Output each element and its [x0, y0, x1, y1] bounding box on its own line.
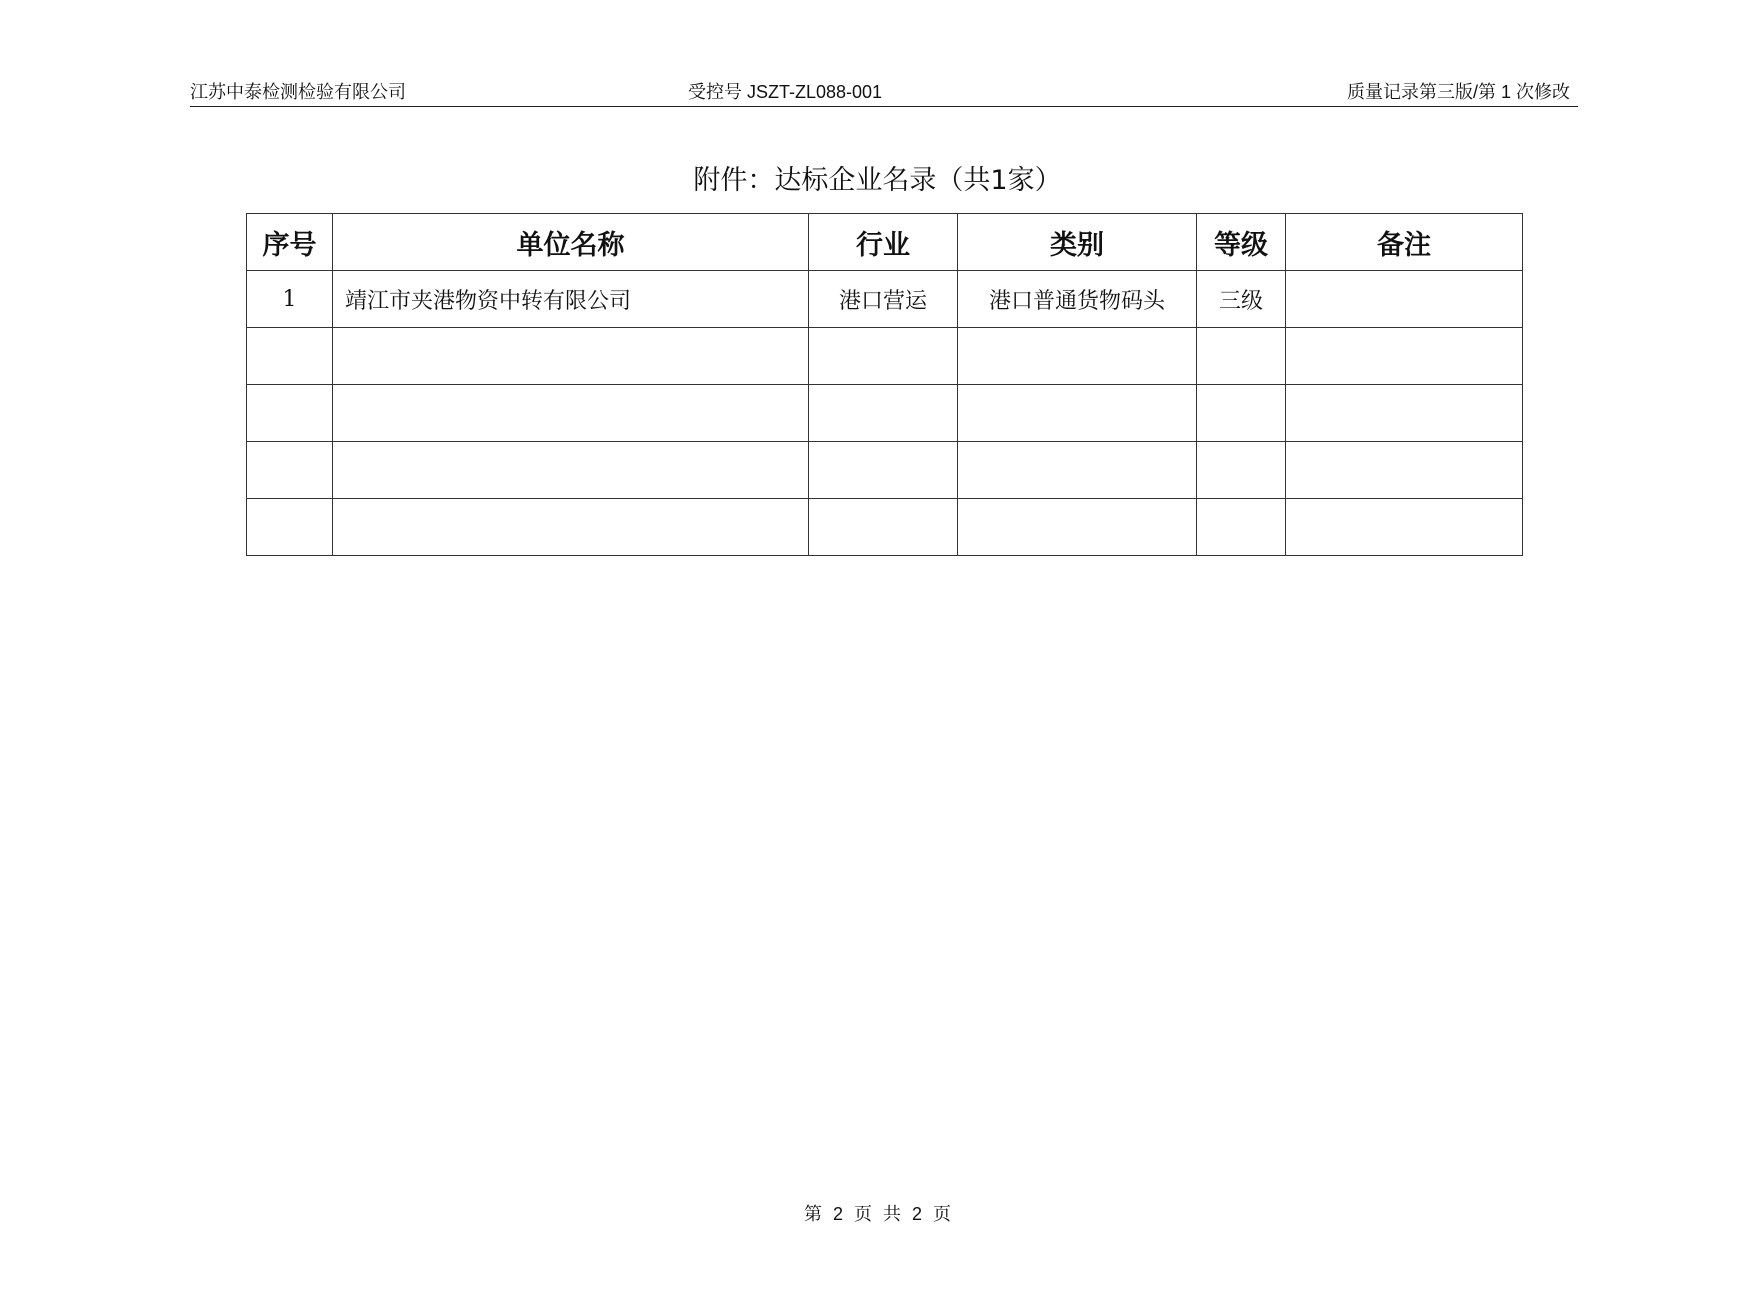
- company-name: 江苏中泰检测检验有限公司: [190, 82, 406, 102]
- cell-serial-no: [247, 442, 333, 499]
- cell-category: [958, 499, 1197, 556]
- cell-category: [958, 328, 1197, 385]
- page-number: 第 2 页 共 2 页: [803, 1204, 952, 1224]
- cell-grade: [1197, 442, 1286, 499]
- page-header: [190, 70, 1578, 107]
- cell-serial-no: [247, 499, 333, 556]
- document-title: 附件：达标企业名录（共1家）: [693, 165, 1062, 196]
- cell-remarks: [1286, 499, 1523, 556]
- header-grade: 等级: [1197, 214, 1286, 271]
- cell-industry: [809, 442, 958, 499]
- header-industry: 行业: [809, 214, 958, 271]
- revision-info: 质量记录第三版/第 1 次修改: [1346, 82, 1570, 102]
- cell-unit-name: [333, 499, 809, 556]
- cell-remarks: [1286, 442, 1523, 499]
- cell-unit-name: 靖江市夹港物资中转有限公司: [333, 271, 809, 328]
- cell-category: 港口普通货物码头: [958, 271, 1197, 328]
- table-row: [247, 385, 1523, 442]
- table-row: [247, 499, 1523, 556]
- header-serial-no: 序号: [247, 214, 333, 271]
- table-row: [247, 271, 1523, 328]
- cell-category: [958, 442, 1197, 499]
- table-row: [247, 442, 1523, 499]
- cell-remarks: [1286, 271, 1523, 328]
- header-category: 类别: [958, 214, 1197, 271]
- table-header-row: [247, 214, 1523, 271]
- cell-industry: [809, 499, 958, 556]
- cell-industry: [809, 385, 958, 442]
- cell-remarks: [1286, 385, 1523, 442]
- cell-serial-no: [247, 385, 333, 442]
- table-row: [247, 328, 1523, 385]
- cell-industry: 港口营运: [809, 271, 958, 328]
- control-number: 受控号 JSZT-ZL088-001: [688, 82, 883, 102]
- compliant-enterprise-table: [246, 213, 1523, 556]
- header-unit-name: 单位名称: [333, 214, 809, 271]
- cell-serial-no: [247, 328, 333, 385]
- cell-grade: [1197, 499, 1286, 556]
- cell-grade: [1197, 328, 1286, 385]
- cell-unit-name: [333, 328, 809, 385]
- cell-remarks: [1286, 328, 1523, 385]
- cell-industry: [809, 328, 958, 385]
- cell-category: [958, 385, 1197, 442]
- cell-serial-no: 1: [247, 271, 333, 328]
- cell-grade: [1197, 385, 1286, 442]
- cell-unit-name: [333, 385, 809, 442]
- cell-unit-name: [333, 442, 809, 499]
- cell-grade: 三级: [1197, 271, 1286, 328]
- header-remarks: 备注: [1286, 214, 1523, 271]
